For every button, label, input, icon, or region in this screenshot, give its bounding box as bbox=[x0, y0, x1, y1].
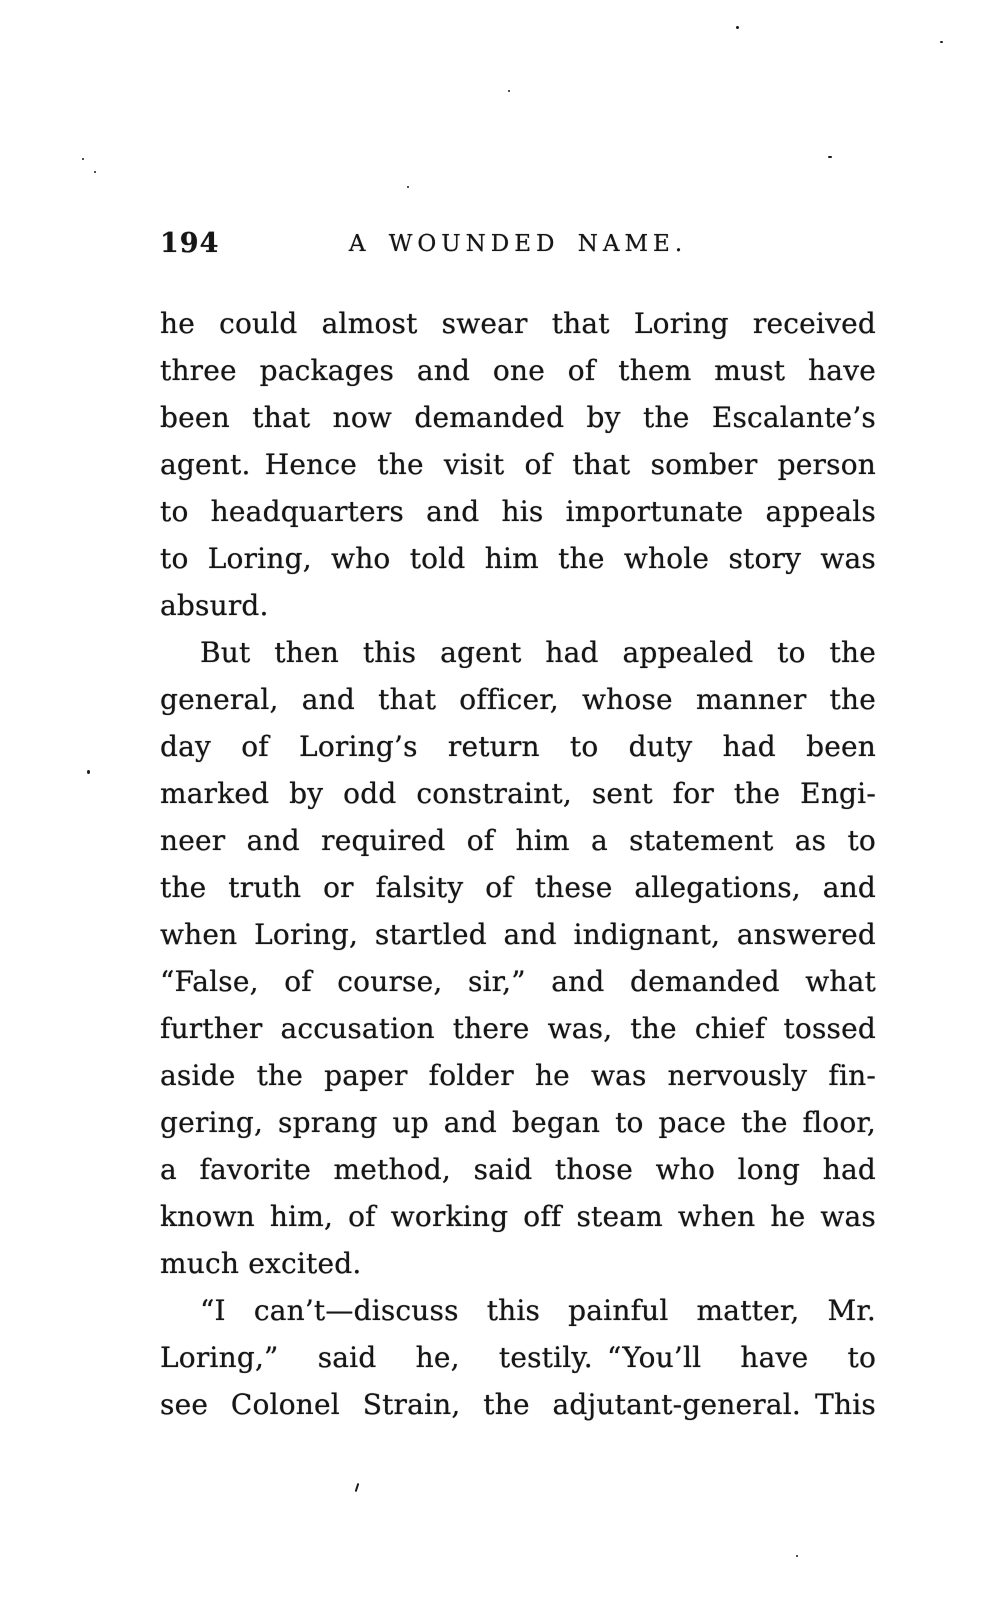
text-line: the truth or falsity of these allegations, and bbox=[160, 871, 876, 904]
text-line: absurd. bbox=[160, 589, 269, 622]
text-line: see Colonel Strain, the adjutant-general. This bbox=[160, 1388, 876, 1421]
text-line: aside the paper folder he was nervously fin- bbox=[160, 1059, 876, 1092]
text-line: Loring,” said he, testily. “You’ll have to bbox=[160, 1341, 876, 1374]
page-header bbox=[160, 228, 876, 262]
scan-speck bbox=[508, 90, 510, 92]
text-line: much excited. bbox=[160, 1247, 362, 1280]
text-line: marked by odd constraint, sent for the Engi- bbox=[160, 777, 876, 810]
text-line: three packages and one of them must have bbox=[160, 354, 876, 387]
text-line: agent. Hence the visit of that somber person bbox=[160, 448, 876, 481]
scan-speck bbox=[407, 186, 409, 188]
text-line: further accusation there was, the chief tossed bbox=[160, 1012, 876, 1045]
text-line: gering, sprang up and began to pace the floor, bbox=[160, 1106, 876, 1139]
scan-speck bbox=[94, 171, 96, 173]
body-text bbox=[160, 300, 876, 1428]
text-line: day of Loring’s return to duty had been bbox=[160, 730, 876, 763]
text-line: when Loring, startled and indignant, answered bbox=[160, 918, 876, 951]
text-line: But then this agent had appealed to the bbox=[200, 636, 876, 669]
scan-tick bbox=[355, 1483, 360, 1492]
scan-speck bbox=[736, 26, 739, 29]
text-line: general, and that officer, whose manner the bbox=[160, 683, 876, 716]
text-line: to headquarters and his importunate appeals bbox=[160, 495, 876, 528]
text-line: “False, of course, sir,” and demanded what bbox=[160, 965, 876, 998]
text-line: known him, of working off steam when he was bbox=[160, 1200, 876, 1233]
scan-speck bbox=[828, 156, 832, 158]
scan-speck bbox=[796, 1555, 798, 1557]
scan-speck bbox=[940, 41, 943, 43]
page-number: 194 bbox=[160, 228, 220, 259]
text-line: to Loring, who told him the whole story was bbox=[160, 542, 876, 575]
scan-speck bbox=[87, 770, 90, 774]
text-line: a favorite method, said those who long had bbox=[160, 1153, 876, 1186]
text-line: he could almost swear that Loring received bbox=[160, 307, 876, 340]
text-line: “I can’t—discuss this painful matter, Mr. bbox=[200, 1294, 876, 1327]
text-line: neer and required of him a statement as to bbox=[160, 824, 876, 857]
text-line: been that now demanded by the Escalante’s bbox=[160, 401, 876, 434]
scan-speck bbox=[82, 158, 84, 160]
running-title: A WOUNDED NAME. bbox=[348, 231, 688, 257]
